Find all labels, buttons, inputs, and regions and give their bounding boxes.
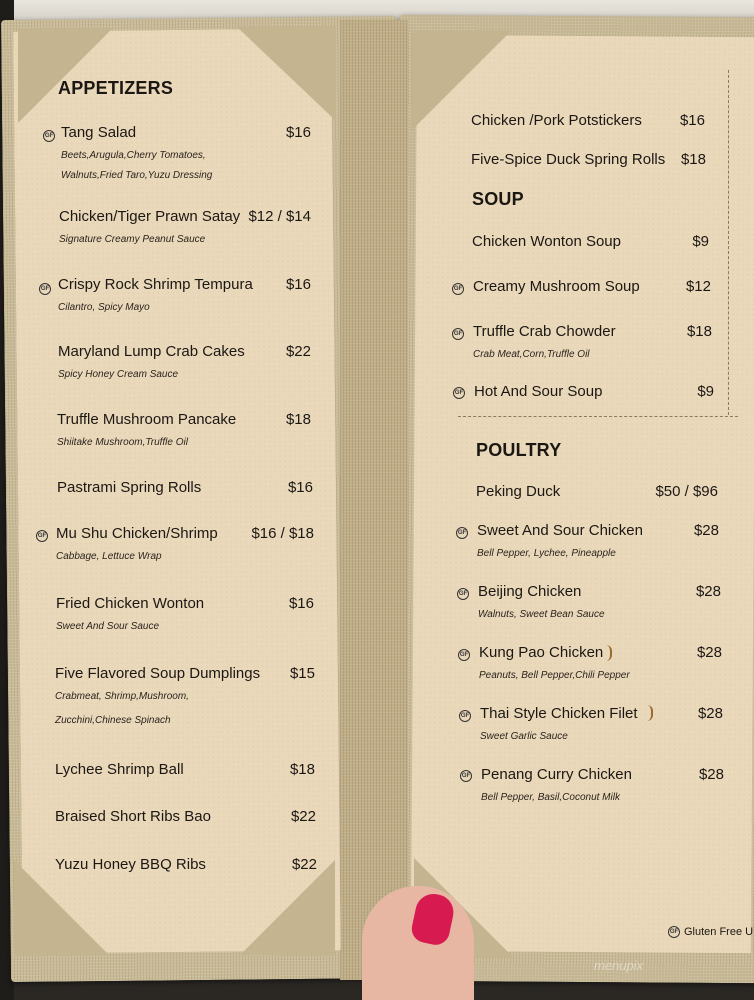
gluten-free-icon: GF — [456, 527, 468, 539]
gluten-free-icon: GF — [457, 588, 469, 600]
item-name: Truffle Mushroom Pancake — [57, 411, 237, 428]
menu-spine — [340, 20, 408, 980]
item-description: Signature Creamy Peanut Sauce — [59, 234, 206, 245]
gluten-free-icon: GF — [459, 710, 471, 722]
item-description: Crab Meat,Corn,Truffle Oil — [473, 349, 590, 360]
gluten-free-icon: GF — [452, 283, 464, 295]
item-price: $28 — [696, 644, 722, 661]
corner-pocket-bottom-left — [14, 860, 109, 955]
gluten-free-icon: GF — [43, 130, 55, 142]
item-name: Fried Chicken Wonton — [56, 595, 205, 612]
item-name: Creamy Mushroom Soup — [473, 278, 640, 295]
watermark: menupix — [594, 958, 644, 973]
column-divider — [728, 70, 729, 415]
item-description: Spicy Honey Cream Sauce — [58, 369, 179, 380]
item-price: $18 — [285, 411, 311, 428]
item-price: $16 — [679, 112, 705, 129]
item-price: $16 — [288, 595, 314, 612]
item-price: $28 — [698, 766, 724, 783]
item-description: Sweet And Sour Sauce — [56, 621, 160, 632]
item-price: $50 / $96 — [655, 483, 718, 500]
item-price: $16 / $18 — [251, 525, 314, 542]
item-price: $28 — [693, 522, 719, 539]
item-name: Penang Curry Chicken — [481, 766, 632, 783]
item-name: Peking Duck — [476, 483, 561, 500]
gluten-free-icon: GF — [36, 530, 48, 542]
item-price: $22 — [290, 808, 316, 825]
item-description: Sweet Garlic Sauce — [480, 731, 568, 742]
item-description: Shiitake Mushroom,Truffle Oil — [57, 437, 188, 448]
item-name: Sweet And Sour Chicken — [477, 522, 643, 539]
item-price: $9 — [692, 233, 709, 250]
item-price: $18 — [686, 323, 712, 340]
item-name: Thai Style Chicken Filet — [480, 705, 638, 722]
item-name: Chicken Wonton Soup — [472, 233, 621, 250]
gluten-free-icon: GF — [39, 283, 51, 295]
gluten-free-icon: GF — [452, 328, 464, 340]
item-description-line2: Walnuts,Fried Taro,Yuzu Dressing — [61, 170, 213, 181]
item-price: $9 — [697, 383, 714, 400]
item-name: Lychee Shrimp Ball — [55, 761, 184, 778]
item-description: Cabbage, Lettuce Wrap — [56, 551, 162, 562]
item-name: Truffle Crab Chowder — [473, 323, 616, 340]
item-price: $12 / $14 — [248, 208, 311, 225]
item-price: $16 — [285, 124, 311, 141]
item-name: Yuzu Honey BBQ Ribs — [55, 856, 206, 873]
corner-pocket-top-right-left-page — [236, 26, 336, 121]
item-description: Beets,Arugula,Cherry Tomatoes, — [61, 150, 206, 161]
item-name: Chicken/Tiger Prawn Satay — [59, 208, 241, 225]
gluten-free-icon: GF — [668, 926, 680, 938]
poultry-title: POULTRY — [476, 440, 562, 460]
gluten-free-icon: GF — [460, 770, 472, 782]
item-name: Hot And Sour Soup — [474, 383, 603, 400]
item-name: Tang Salad — [61, 124, 137, 141]
item-price: $22 — [285, 343, 311, 360]
gluten-free-legend-text: Gluten Free U — [684, 926, 754, 938]
gluten-free-legend — [668, 926, 753, 938]
item-description: Cilantro, Spicy Mayo — [58, 302, 150, 313]
item-price: $16 — [287, 479, 313, 496]
item-description: Crabmeat, Shrimp,Mushroom, — [55, 691, 189, 702]
appetizers-title: APPETIZERS — [58, 78, 174, 98]
soup-title: SOUP — [472, 189, 524, 209]
corner-pocket-bottom-right-left-page — [240, 860, 335, 955]
section-divider — [458, 416, 738, 417]
item-name: Kung Pao Chicken — [479, 644, 604, 661]
item-name: Beijing Chicken — [478, 583, 582, 600]
item-name: Maryland Lump Crab Cakes — [58, 343, 245, 360]
item-price: $12 — [685, 278, 711, 295]
item-price: $15 — [289, 665, 315, 682]
item-description: Bell Pepper, Lychee, Pineapple — [477, 548, 616, 559]
item-description-line2: Zucchini,Chinese Spinach — [55, 715, 171, 726]
item-name: Mu Shu Chicken/Shrimp — [56, 525, 218, 542]
item-price: $16 — [285, 276, 311, 293]
item-price: $18 — [680, 151, 706, 168]
item-price: $22 — [291, 856, 317, 873]
item-name: Crispy Rock Shrimp Tempura — [58, 276, 253, 293]
gluten-free-icon: GF — [453, 387, 465, 399]
corner-pocket-top-left — [18, 28, 113, 123]
item-price: $18 — [289, 761, 315, 778]
gluten-free-icon: GF — [458, 649, 470, 661]
item-name: Five Flavored Soup Dumplings — [55, 665, 261, 682]
item-price: $28 — [697, 705, 723, 722]
item-name: Five-Spice Duck Spring Rolls — [471, 151, 666, 168]
item-description: Walnuts, Sweet Bean Sauce — [478, 609, 605, 620]
item-price: $28 — [695, 583, 721, 600]
item-name: Pastrami Spring Rolls — [57, 479, 202, 496]
item-description: Bell Pepper, Basil,Coconut Milk — [481, 792, 620, 803]
item-description: Peanuts, Bell Pepper,Chili Pepper — [479, 670, 630, 681]
item-name: Chicken /Pork Potstickers — [471, 112, 642, 129]
item-name: Braised Short Ribs Bao — [55, 808, 211, 825]
